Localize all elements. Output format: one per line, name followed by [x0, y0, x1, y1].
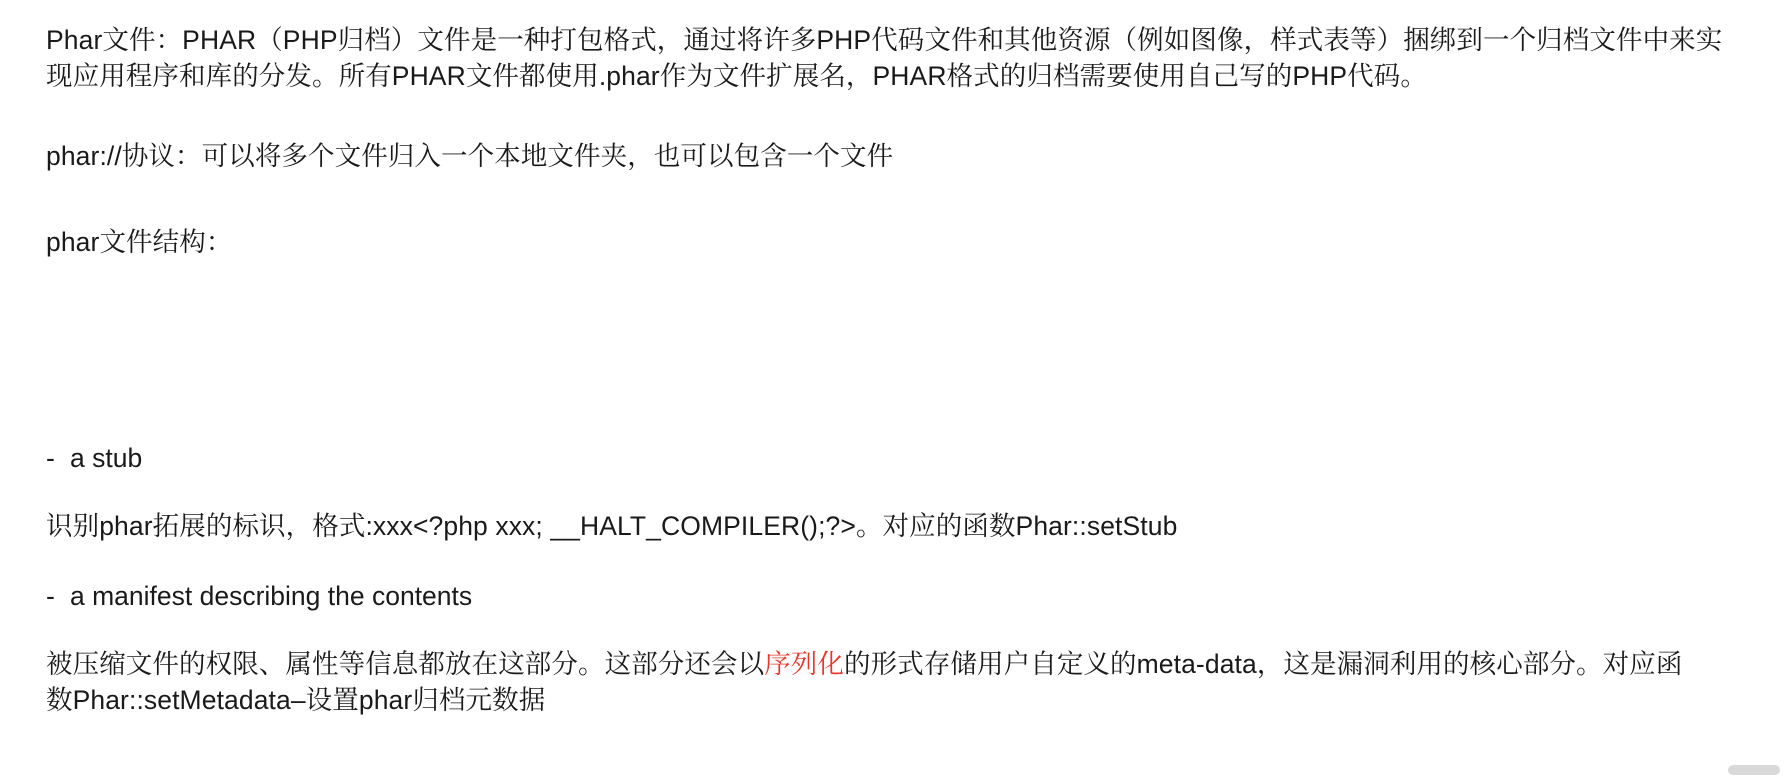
document-content — [46, 22, 1736, 718]
paragraph-manifest-description — [46, 646, 1706, 718]
bullet-dash-icon: - — [46, 581, 55, 611]
list-item-manifest — [46, 578, 1736, 614]
paragraph-phar-protocol: phar://协议：可以将多个文件归入一个本地文件夹，也可以包含一个文件 — [46, 141, 894, 171]
bullet-dash-icon: - — [46, 443, 55, 473]
page-right-margin — [1784, 0, 1788, 779]
manifest-description-text-before: 被压缩文件的权限、属性等信息都放在这部分。这部分还会以 — [46, 649, 765, 679]
list-item-manifest-label: a manifest describing the contents — [70, 581, 473, 611]
list-item-stub — [46, 440, 1736, 476]
paragraph-phar-structure-heading: phar文件结构： — [46, 227, 233, 257]
manifest-description-text-after: 的形式存储用户自定义的meta-data，这是漏洞利用的核心部分。对应函数Phar::setMetadata–设置phar归档元数据 — [46, 649, 1683, 715]
structure-diagram-placeholder — [46, 310, 1736, 440]
list-item-stub-label: a stub — [70, 443, 143, 473]
horizontal-scrollbar-thumb[interactable] — [1728, 765, 1780, 775]
paragraph-stub-description: 识别phar拓展的标识，格式:xxx<?php xxx; __HALT_COMPILER();?>。对应的函数Phar::setStub — [46, 511, 1178, 541]
paragraph-phar-intro: Phar文件：PHAR（PHP归档）文件是一种打包格式，通过将许多PHP代码文件和其他资源（例如图像，样式表等）捆绑到一个归档文件中来实现应用程序和库的分发。所有PHAR文件都使用.phar作为文件扩展名，PHAR格式的归档需要使用自己写的PHP代码。 — [46, 25, 1723, 91]
manifest-description-highlight: 序列化 — [764, 649, 845, 679]
